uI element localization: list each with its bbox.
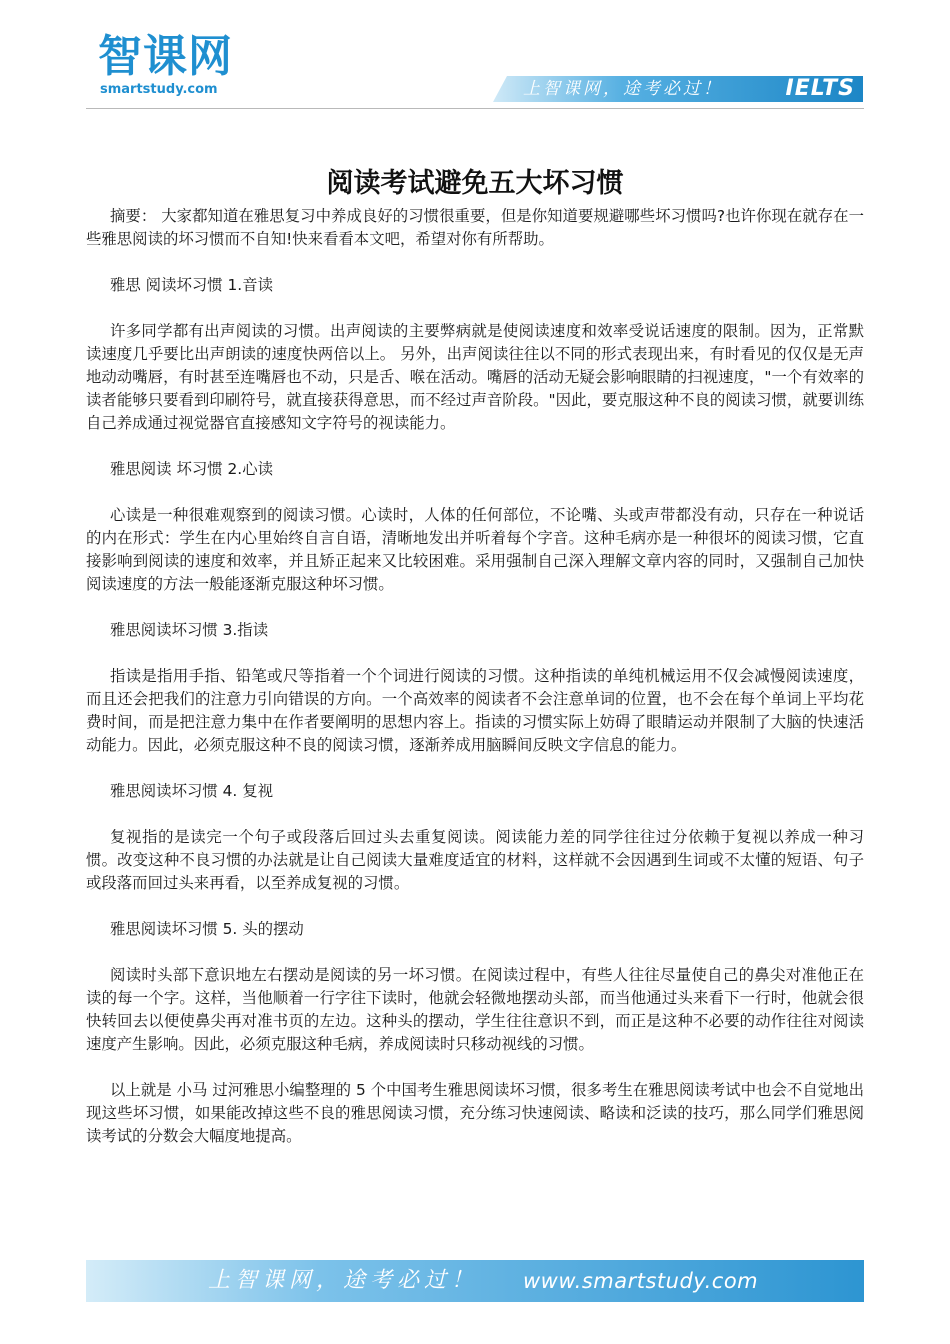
section-paragraph: 指读是指用手指、铅笔或尺等指着一个个词进行阅读的习惯。这种指读的单纯机械运用不仅会减慢阅读速度，而且还会把我们的注意力引向错误的方向。一个高效率的阅读者不会注意单词的位置，也不会在每个单词上平均花费时间，而是把注意力集中在作者要阐明的思想内容上。指读的习惯实际上妨碍了眼睛运动并限制了大脑的快速活动能力。因此，必须克服这种不良的阅读习惯，逐渐养成用脑瞬间反映文字信息的能力。 — [86, 667, 864, 754]
section-heading: 雅思阅读坏习惯 5. 头的摆动 — [110, 920, 304, 938]
logo-domain-text: smartstudy.com — [100, 82, 218, 97]
section-heading: 雅思阅读坏习惯 3.指读 — [110, 621, 269, 639]
section-paragraph: 心读是一种很难观察到的阅读习惯。心读时，人体的任何部位，不论嘴、头或声带都没有动，只存在一种说话的内在形式：学生在内心里始终自言自语，清晰地发出并听着每个字音。这种毛病亦是一种很坏的阅读习惯，它直接影响到阅读的速度和效率，并且矫正起来又比较困难。采用强制自己深入理解文章内容的同时，又强制自己加快阅读速度的方法一般能逐渐克服这种坏习惯。 — [86, 506, 864, 593]
footer-banner — [86, 1260, 864, 1302]
section-paragraph: 阅读时头部下意识地左右摆动是阅读的另一坏习惯。在阅读过程中，有些人往往尽量使自己的鼻尖对准他正在读的每一个字。这样，当他顺着一行字往下读时，他就会轻微地摆动头部，而当他通过头来看下一行时，他就会很快转回去以便使鼻尖再对准书页的左边。这种头的摆动，学生往往意识不到，而正是这种不必要的动作往往对阅读速度产生影响。因此，必须克服这种毛病，养成阅读时只移动视线的习惯。 — [86, 966, 864, 1053]
abstract-paragraph: 摘要： 大家都知道在雅思复习中养成良好的习惯很重要，但是你知道要规避哪些坏习惯吗?也许你现在就存在一些雅思阅读的坏习惯而不自知!快来看看本文吧，希望对你有所帮助。 — [86, 207, 864, 248]
footer-website-link[interactable]: www.smartstudy.com — [523, 1269, 759, 1293]
section-heading: 雅思阅读 坏习惯 2.心读 — [110, 460, 273, 478]
document-title: 阅读考试避免五大坏习惯 — [326, 168, 624, 199]
header-slogan: 上智课网，途考必过！ — [523, 79, 723, 99]
site-logo[interactable] — [98, 32, 258, 102]
conclusion-paragraph: 以上就是 小马 过河雅思小编整理的 5 个中国考生雅思阅读坏习惯，很多考生在雅思阅读考试中也会不自觉地出现这些坏习惯，如果能改掉这些不良的雅思阅读习惯，充分练习快速阅读、略读和泛读的技巧，那么同学们雅思阅读考试的分数会大幅度地提高。 — [86, 1081, 864, 1145]
document-body — [86, 205, 864, 1148]
section-heading: 雅思阅读坏习惯 4. 复视 — [110, 782, 273, 800]
header-divider — [86, 108, 864, 109]
footer-slogan: 上智课网，途考必过！ — [208, 1268, 479, 1293]
logo-chinese-text: 智课网 — [98, 31, 233, 82]
section-paragraph: 许多同学都有出声阅读的习惯。出声阅读的主要弊病就是使阅读速度和效率受说话速度的限制。因为，正常默读速度几乎要比出声朗读的速度快两倍以上。 另外，出声阅读往往以不同的形式表现出来，有时看见的仅仅是无声地动动嘴唇，有时甚至连嘴唇也不动，只是舌、喉在活动。嘴唇的活动无疑会影响眼睛的扫视速度，"一个有效率的读者能够只要看到印刷符号，就直接获得意思，而不经过声音阶段。"因此，要克服这种不良的阅读习惯，就要训练自己养成通过视觉器官直接感知文字符号的视读能力。 — [86, 322, 864, 432]
header-banner — [493, 76, 863, 102]
section-paragraph: 复视指的是读完一个句子或段落后回过头去重复阅读。阅读能力差的同学往往过分依赖于复视以养成一种习惯。改变这种不良习惯的办法就是让自己阅读大量难度适宜的材料，这样就不会因遇到生词或不太懂的短语、句子或段落而回过头来再看，以至养成复视的习惯。 — [86, 828, 864, 892]
section-heading: 雅思 阅读坏习惯 1.音读 — [110, 276, 273, 294]
exam-tag: IELTS — [785, 76, 855, 101]
